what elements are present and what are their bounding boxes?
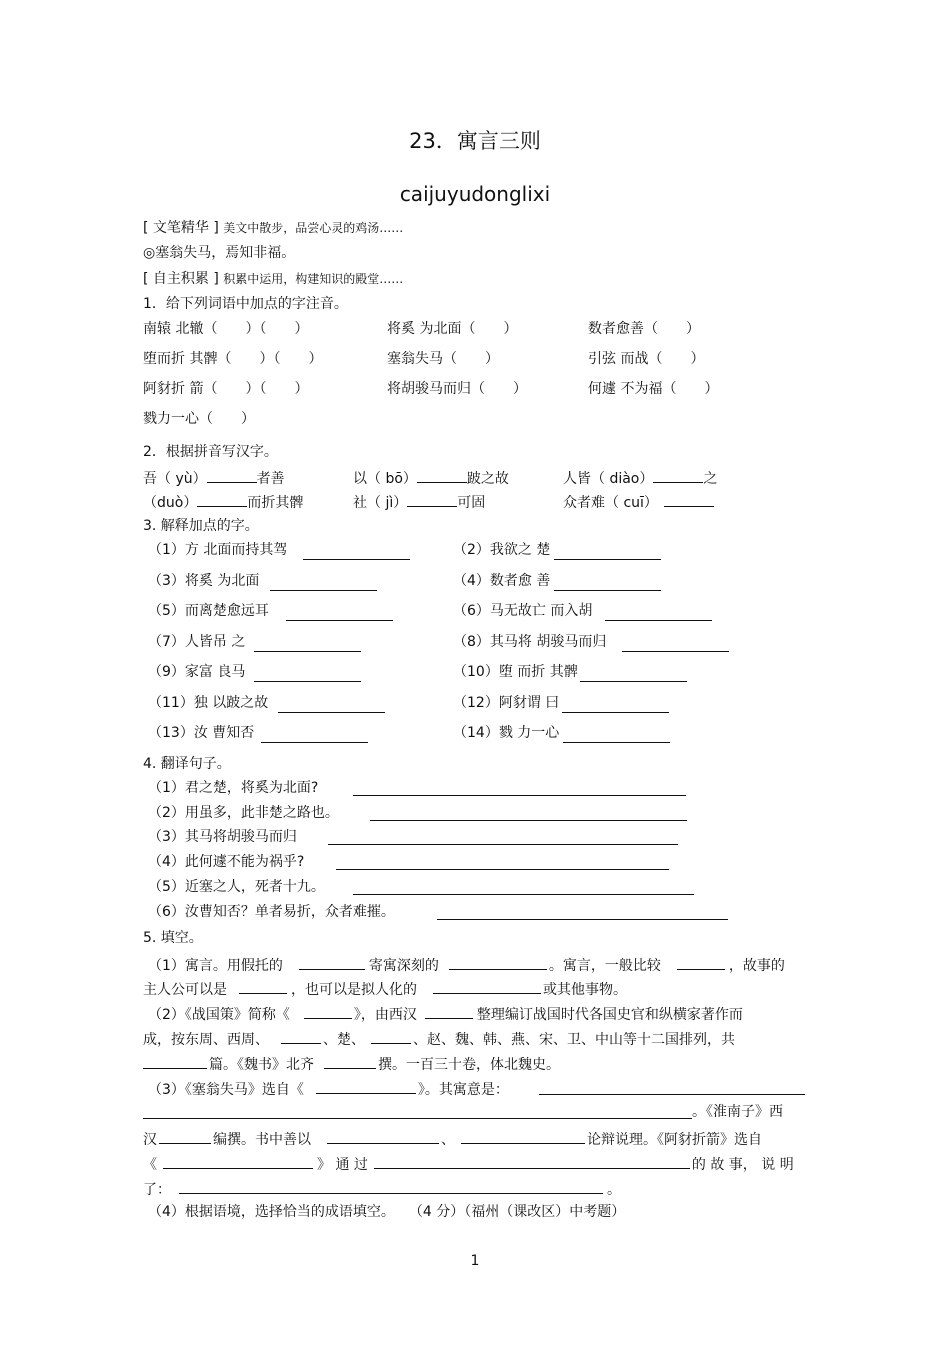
- answer-line[interactable]: [328, 829, 678, 845]
- q5-heading: 5. 填空。: [143, 930, 203, 946]
- q3-item: （6）马无故亡 而入胡: [453, 603, 593, 619]
- answer-blank[interactable]: [563, 727, 670, 743]
- q5-paragraph-3b: 。《淮南子》西: [692, 1104, 783, 1120]
- answer-blank[interactable]: [677, 954, 725, 970]
- page-number: 1: [470, 1253, 480, 1269]
- q1-item: 戮力一心（ ）: [143, 411, 255, 427]
- answer-blank[interactable]: [303, 544, 410, 560]
- q3-item: （4）数者愈 善: [453, 573, 551, 589]
- q2-item: 社（ jì） 可固: [353, 491, 485, 512]
- answer-blank[interactable]: [622, 636, 729, 652]
- q3-item: （5）而离楚愈远耳: [148, 603, 269, 619]
- answer-blank[interactable]: [554, 544, 661, 560]
- q1-item: 引弦 而战（ ）: [588, 351, 705, 367]
- answer-line[interactable]: [336, 854, 669, 870]
- answer-line[interactable]: [353, 780, 686, 796]
- answer-blank[interactable]: [179, 1178, 603, 1194]
- q1-heading: 1．给下列词语中加点的字注音。: [143, 296, 348, 312]
- q4-heading: 4. 翻译句子。: [143, 756, 231, 772]
- answer-blank[interactable]: [239, 978, 287, 994]
- answer-blank[interactable]: [407, 491, 457, 507]
- answer-blank[interactable]: [254, 666, 361, 682]
- answer-blank[interactable]: [163, 1153, 313, 1169]
- q1-item: 堕而折 其髀（ ）（ ）: [143, 351, 323, 367]
- answer-blank[interactable]: [327, 1128, 439, 1144]
- q2-item: 吾（ yù） 者善: [143, 467, 285, 488]
- section-tag: [ 文笔精华 ]: [143, 220, 219, 236]
- answer-line[interactable]: [370, 805, 687, 821]
- q3-item: （11）独 以跛之故: [148, 695, 269, 711]
- answer-blank[interactable]: [461, 1128, 585, 1144]
- q1-item: 阿豺折 箭（ ）（ ）: [143, 381, 309, 397]
- answer-blank[interactable]: [605, 605, 712, 621]
- q2-item: 人皆（ diào） 之: [563, 467, 717, 488]
- section-tag: [ 自主积累 ]: [143, 271, 219, 287]
- answer-blank[interactable]: [197, 491, 247, 507]
- section-header-zizhu: [143, 270, 403, 288]
- answer-blank[interactable]: [254, 636, 361, 652]
- answer-blank[interactable]: [324, 1053, 376, 1069]
- answer-blank[interactable]: [374, 1153, 690, 1169]
- q4-item: （6）汝曹知否？单者易折，众者难摧。: [148, 904, 395, 920]
- q5-paragraph-3: （3）《塞翁失马》选自《 》。其寓意是：: [148, 1078, 509, 1099]
- answer-blank[interactable]: [207, 467, 257, 483]
- q4-item: （3）其马将胡骏马而归: [148, 829, 297, 845]
- answer-line[interactable]: [353, 879, 694, 895]
- q5-paragraph-3e: 了： 。: [143, 1178, 621, 1199]
- q3-heading: 3. 解释加点的字。: [143, 518, 259, 534]
- answer-blank[interactable]: [554, 575, 661, 591]
- answer-blank[interactable]: [316, 1078, 416, 1094]
- q1-item: 何遽 不为福（ ）: [588, 381, 719, 397]
- answer-blank[interactable]: [299, 954, 365, 970]
- section-note: 美文中散步，品尝心灵的鸡汤……: [223, 221, 404, 235]
- answer-blank[interactable]: [417, 467, 467, 483]
- q5-paragraph-2c: 篇。《魏书》北齐 撰。一百三十卷，体北魏史。: [143, 1053, 560, 1074]
- answer-blank[interactable]: [281, 1028, 321, 1044]
- answer-blank[interactable]: [664, 491, 714, 507]
- q1-item: 塞翁失马（ ）: [387, 351, 499, 367]
- q1-item: 数者愈善（ ）: [588, 321, 700, 337]
- answer-blank[interactable]: [159, 1128, 211, 1144]
- answer-line[interactable]: [539, 1079, 805, 1095]
- answer-blank[interactable]: [261, 727, 368, 743]
- answer-line[interactable]: [143, 1103, 692, 1119]
- answer-line[interactable]: [437, 904, 728, 920]
- q3-item: （2）我欲之 楚: [453, 542, 551, 558]
- q3-item: （9）家富 良马: [148, 664, 246, 680]
- q5-paragraph-4: （4）根据语境，选择恰当的成语填空。 （4 分）（福州（课改区）中考题）: [148, 1204, 626, 1220]
- q5-paragraph-3d: 《 》 通 过 的 故 事， 说 明: [143, 1153, 794, 1174]
- answer-blank[interactable]: [286, 605, 393, 621]
- q3-item: （8）其马将 胡骏马而归: [453, 634, 607, 650]
- q5-paragraph-1: （1）寓言。用假托的 寄寓深刻的 。寓言，一般比较 ，故事的: [148, 954, 785, 975]
- answer-blank[interactable]: [580, 666, 687, 682]
- q2-heading: 2．根据拼音写汉字。: [143, 444, 278, 460]
- q2-item: 以（ bō） 跛之故: [353, 467, 509, 488]
- q3-item: （7）人皆吊 之: [148, 634, 246, 650]
- answer-blank[interactable]: [278, 697, 385, 713]
- section-note: 积累中运用，构建知识的殿堂……: [223, 272, 404, 286]
- answer-blank[interactable]: [449, 954, 547, 970]
- q3-item: （3）将奚 为北面: [148, 573, 260, 589]
- q3-item: （1）方 北面而持其驾: [148, 542, 288, 558]
- answer-blank[interactable]: [425, 1003, 473, 1019]
- q5-paragraph-1b: 主人公可以是 ，也可以是拟人化的 或其他事物。: [143, 978, 627, 999]
- q1-item: 南辕 北辙（ ）（ ）: [143, 321, 309, 337]
- q4-item: （2）用虽多，此非楚之路也。: [148, 805, 339, 821]
- page-subtitle: caijuyudonglixi: [399, 182, 551, 206]
- q5-paragraph-2b: 成，按东周、西周、 、楚、 、赵、魏、韩、燕、宋、卫、中山等十二国排列，共: [143, 1028, 735, 1049]
- answer-blank[interactable]: [270, 575, 377, 591]
- answer-blank[interactable]: [304, 1003, 352, 1019]
- q4-item: （4）此何遽不能为祸乎?: [148, 854, 305, 870]
- q2-item: （duò） 而折其髀: [143, 491, 303, 512]
- q2-item: 众者难（ cuī）: [563, 491, 714, 512]
- idiom-line: ◎塞翁失马，焉知非福。: [143, 245, 296, 261]
- q1-item: 将奚 为北面（ ）: [387, 321, 518, 337]
- page-title: 23．寓言三则: [409, 129, 541, 153]
- q3-item: （13）汝 曹知否: [148, 725, 255, 741]
- q1-item: 将胡骏马而归（ ）: [387, 381, 527, 397]
- q3-item: （14）戮 力一心: [453, 725, 560, 741]
- answer-blank[interactable]: [143, 1053, 207, 1069]
- q4-item: （5）近塞之人，死者十九。: [148, 879, 325, 895]
- q3-item: （10）堕 而折 其髀: [453, 664, 578, 680]
- q3-item: （12）阿豺谓 曰: [453, 695, 560, 711]
- q5-paragraph-2: （2）《战国策》简称《 》，由西汉 整理编订战国时代各国史官和纵横家著作而: [148, 1003, 743, 1024]
- q4-item: （1）君之楚，将奚为北面?: [148, 780, 319, 796]
- answer-blank[interactable]: [433, 978, 541, 994]
- answer-blank[interactable]: [653, 467, 703, 483]
- answer-blank[interactable]: [371, 1028, 411, 1044]
- answer-blank[interactable]: [562, 697, 669, 713]
- section-header-wenbi: [143, 219, 403, 237]
- q5-paragraph-3c: 汉 编撰。书中善以 、 论辩说理。《阿豺折箭》选自: [143, 1128, 762, 1149]
